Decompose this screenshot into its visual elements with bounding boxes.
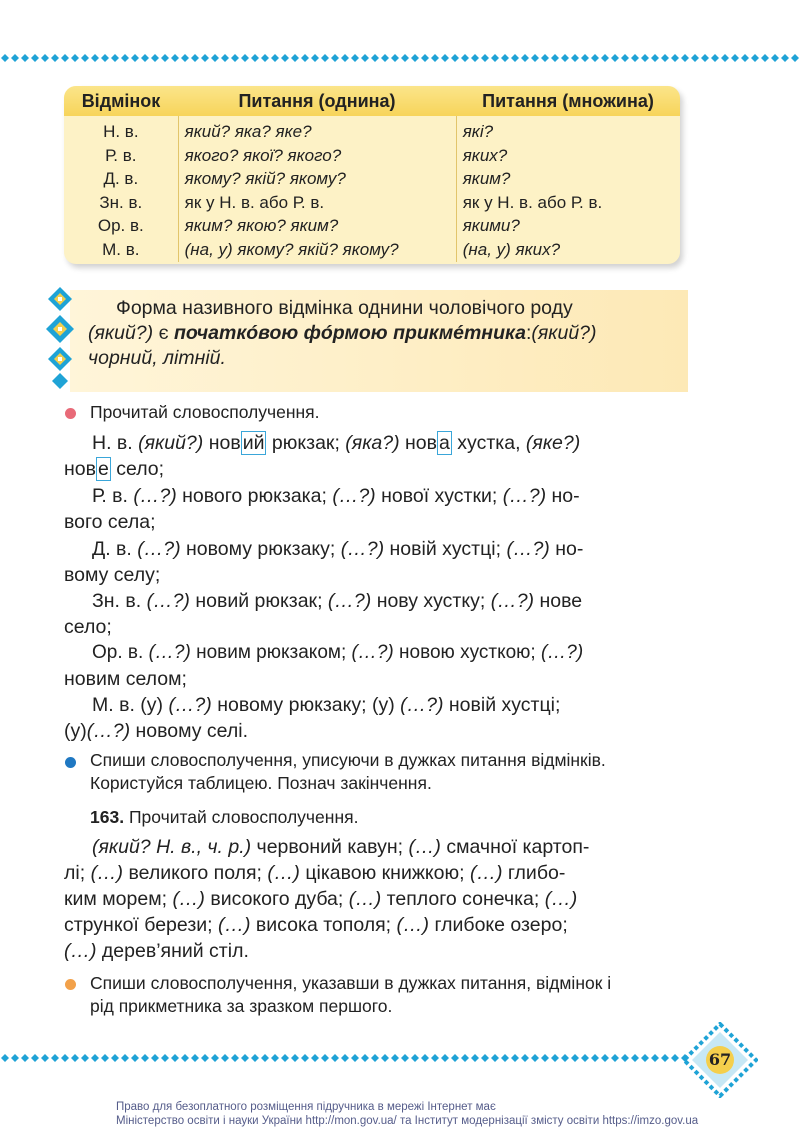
word: но-	[555, 538, 584, 560]
word: нову хустку;	[376, 590, 486, 612]
blank: (…)	[64, 940, 97, 962]
question: (…?)	[506, 538, 550, 560]
word: лі;	[64, 862, 86, 884]
question: (…?)	[540, 642, 584, 663]
word: глибо-	[507, 862, 566, 884]
table-cell: Зн. в.	[99, 192, 143, 212]
question: (яке?)	[525, 432, 581, 454]
task-line: Спиши словосполучення, уписуючи в дужках питання відмінків.	[90, 750, 606, 770]
line-locative-2	[64, 718, 248, 744]
word-stem: нов	[405, 432, 438, 454]
table-cell: як у Н. в. або Р. в.	[184, 192, 325, 212]
ex163-line2	[64, 860, 565, 886]
word: новій хустці;	[389, 538, 502, 560]
ending-highlight: а	[439, 432, 450, 454]
word: нового рюкзака;	[182, 485, 327, 507]
word: високого дуба;	[210, 888, 344, 910]
rule-is: є	[153, 322, 174, 344]
word: великого поля;	[128, 862, 262, 884]
word-stem: нов	[64, 458, 96, 480]
pink-bullet-icon	[65, 408, 76, 419]
table-cell: як у Н. в. або Р. в.	[462, 192, 603, 212]
case-label: Р. в.	[92, 485, 128, 507]
question: (…?)	[351, 642, 394, 663]
ornament-border-bottom	[0, 1052, 690, 1064]
case-questions-table	[64, 86, 680, 264]
table-cell: Ор. в.	[97, 216, 144, 236]
table-cell: якому? якій? якому?	[184, 169, 346, 189]
blank: (…)	[348, 888, 382, 910]
table-cell: (на, у) якому? якій? якому?	[184, 239, 399, 259]
blank: (…)	[218, 914, 251, 936]
word-stem: нов	[208, 432, 241, 454]
task-line: Спиши словосполучення, указавши в дужках питання, відмінок і	[90, 973, 612, 993]
word: теплого сонечка;	[386, 888, 540, 910]
exercise-title: Прочитай словосполучення.	[128, 807, 359, 827]
word: стрункої берези;	[64, 914, 213, 936]
question: (…?)	[400, 694, 444, 716]
question: (…?)	[502, 485, 547, 507]
question: (…?)	[168, 694, 212, 716]
line-genitive	[92, 483, 580, 509]
word: дерев’яний стіл.	[101, 940, 249, 962]
table-cell: Н. в.	[103, 122, 139, 141]
case-label: Д. в.	[92, 538, 132, 560]
word: село;	[116, 458, 165, 480]
blank: (…)	[408, 836, 441, 858]
header-plural: Питання (множина)	[482, 90, 654, 111]
word: новому рюкзаку;	[217, 694, 367, 716]
question: (…?)	[327, 590, 372, 612]
word: новому рюкзаку;	[186, 538, 336, 560]
task-line: Користуйся таблицею. Познач закінчення.	[90, 773, 432, 793]
ex163-line4	[64, 912, 568, 938]
rule-term: початкóвою фóрмою прикмéтника	[173, 322, 526, 344]
word: хустка,	[457, 432, 521, 454]
table-cell: Д. в.	[103, 169, 139, 189]
task-copy-questions	[90, 749, 606, 795]
word: нової хустки;	[381, 485, 498, 507]
line-accusative	[92, 588, 582, 614]
case-label: Н. в.	[92, 432, 133, 454]
line-locative	[92, 692, 560, 718]
exercise-number: 163.	[90, 807, 125, 827]
word: новою хусткою;	[399, 642, 536, 663]
word: но-	[551, 485, 580, 507]
table-cell: Р. в.	[105, 145, 137, 165]
table-cell: (на, у) яких?	[462, 239, 561, 259]
table-header	[64, 86, 680, 116]
table-cell: якими?	[462, 216, 520, 236]
rule-text	[88, 296, 684, 371]
header-case: Відмінок	[81, 90, 161, 111]
question: (…?)	[332, 485, 376, 507]
line-genitive-2: вого села;	[64, 511, 156, 533]
line-nominative	[92, 430, 580, 456]
word: глибоке озеро;	[434, 914, 568, 936]
column-plural	[457, 116, 680, 262]
question: (…?)	[148, 642, 191, 663]
rule-question: (який?)	[531, 322, 597, 344]
preposition: (у)	[64, 720, 87, 742]
ending-highlight: ий	[242, 432, 265, 454]
blank: (…)	[544, 888, 578, 910]
embroidery-ornament-icon	[40, 285, 80, 391]
table-cell: М. в.	[102, 239, 140, 259]
rule-line1: Форма називного відмінка однини чоловічого роду	[116, 297, 573, 319]
blank: (…)	[396, 914, 430, 936]
question: (який? Н. в., ч. р.)	[92, 836, 252, 858]
preposition: (у)	[371, 694, 395, 716]
word: цікавою книжкою;	[305, 862, 465, 884]
footer	[116, 1100, 698, 1128]
question: (…?)	[146, 590, 190, 612]
question: (…?)	[86, 720, 131, 742]
question: (…?)	[490, 590, 535, 612]
page-number: 67	[706, 1046, 734, 1074]
header-singular: Питання (однина)	[238, 90, 396, 111]
case-label: Зн. в.	[92, 590, 142, 612]
ex163-line3	[64, 886, 577, 912]
ending-highlight: е	[97, 458, 109, 480]
line-dative-2: вому селу;	[64, 564, 161, 586]
question: (…?)	[133, 485, 177, 507]
ex163-line5	[64, 938, 249, 964]
task-copy-gender	[90, 972, 611, 1018]
question: (який?)	[138, 432, 204, 454]
word: новому селі.	[135, 720, 248, 742]
table-cell: якого? якої? якого?	[184, 145, 342, 165]
line-dative	[92, 536, 583, 562]
task-line: рід прикметника за зразком першого.	[90, 996, 393, 1016]
word: новим рюкзаком;	[196, 642, 347, 663]
word: червоний кавун;	[256, 836, 404, 858]
word: новій хустці;	[448, 694, 561, 716]
line-instrumental-2: новим селом;	[64, 668, 187, 690]
word: новий рюкзак;	[195, 590, 323, 612]
ornament-border-top	[0, 52, 800, 64]
case-label: М. в. (у)	[92, 694, 164, 716]
case-label: Ор. в.	[92, 642, 144, 663]
word: висока тополя;	[255, 914, 392, 936]
line-instrumental	[92, 640, 583, 666]
blank: (…)	[469, 862, 503, 884]
table-cell: який? яка? яке?	[184, 122, 312, 141]
blank: (…)	[172, 888, 205, 910]
question: (…?)	[340, 538, 385, 560]
word: нове	[539, 590, 583, 612]
column-cases	[64, 116, 179, 262]
footer-line: Право для безоплатного розміщення підручника в мережі Інтернет має	[116, 1101, 496, 1113]
blank: (…)	[267, 862, 300, 884]
footer-line: Міністерство освіти і науки України http://mon.gov.ua/ та Інститут модернізації змісту освіти https://imzo.gov.ua	[116, 1115, 699, 1127]
orange-bullet-icon	[65, 979, 76, 990]
table-cell: яких?	[462, 145, 508, 165]
ex163-line1	[92, 834, 589, 860]
table-cell: яким?	[462, 169, 511, 189]
word: ким морем;	[64, 888, 168, 910]
word: смачної картоп-	[446, 836, 590, 858]
blue-bullet-icon	[65, 757, 76, 768]
rule-question: (який?)	[88, 322, 154, 344]
rule-examples: чорний, літній.	[88, 347, 226, 369]
task-read: Прочитай словосполучення.	[90, 402, 320, 422]
blank: (…)	[90, 862, 124, 884]
question: (…?)	[137, 538, 181, 560]
table-cell: яким? якою? яким?	[184, 216, 339, 236]
table-cell: які?	[462, 122, 494, 141]
rule-colon: :	[525, 322, 532, 344]
exercise-163-header	[90, 806, 358, 829]
word: рюкзак;	[271, 432, 340, 454]
column-singular	[179, 116, 457, 262]
line-nominative-2	[64, 456, 164, 482]
line-accusative-2: село;	[64, 616, 112, 638]
question: (яка?)	[345, 432, 400, 454]
